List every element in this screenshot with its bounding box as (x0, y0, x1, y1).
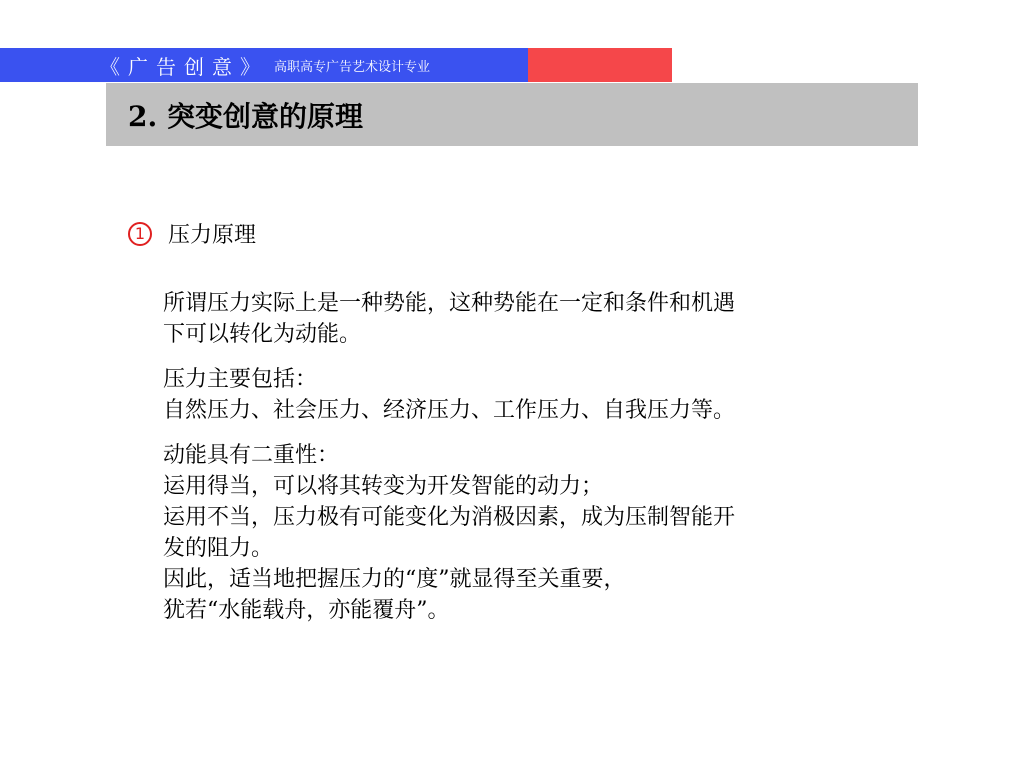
text-line: 自然压力、社会压力、经济压力、工作压力、自我压力等。 (163, 398, 736, 423)
text-line: 发的阻力。 (163, 536, 274, 561)
course-banner (0, 48, 672, 82)
course-subtitle: 高职高专广告艺术设计专业 (274, 59, 431, 75)
subsection-heading (128, 218, 256, 249)
text-line: 因此，适当地把握压力的“度”就显得至关重要， (163, 567, 626, 592)
text-line: 所谓压力实际上是一种势能，这种势能在一定和条件和机遇 (163, 291, 736, 316)
text-line: 压力主要包括： (163, 367, 318, 392)
section-title: 2. 突变创意的原理 (128, 99, 363, 133)
body-text (163, 288, 923, 640)
paragraph-definition (163, 288, 923, 350)
circled-number-badge: 1 (128, 222, 152, 246)
text-line: 运用不当，压力极有可能变化为消极因素，成为压制智能开 (163, 505, 736, 530)
paragraph-pressure-types (163, 364, 923, 426)
paragraph-duality (163, 440, 923, 626)
text-line: 运用得当，可以将其转变为开发智能的动力； (163, 474, 604, 499)
banner-blue-segment (0, 48, 528, 82)
text-line: 下可以转化为动能。 (163, 322, 362, 347)
subsection-heading-label: 压力原理 (168, 223, 257, 248)
text-line: 犹若“水能载舟，亦能覆舟”。 (163, 598, 450, 623)
banner-red-segment (528, 48, 672, 82)
course-title: 《广告创意》 (100, 54, 268, 79)
text-line: 动能具有二重性： (163, 443, 340, 468)
section-title-bar (106, 83, 918, 146)
